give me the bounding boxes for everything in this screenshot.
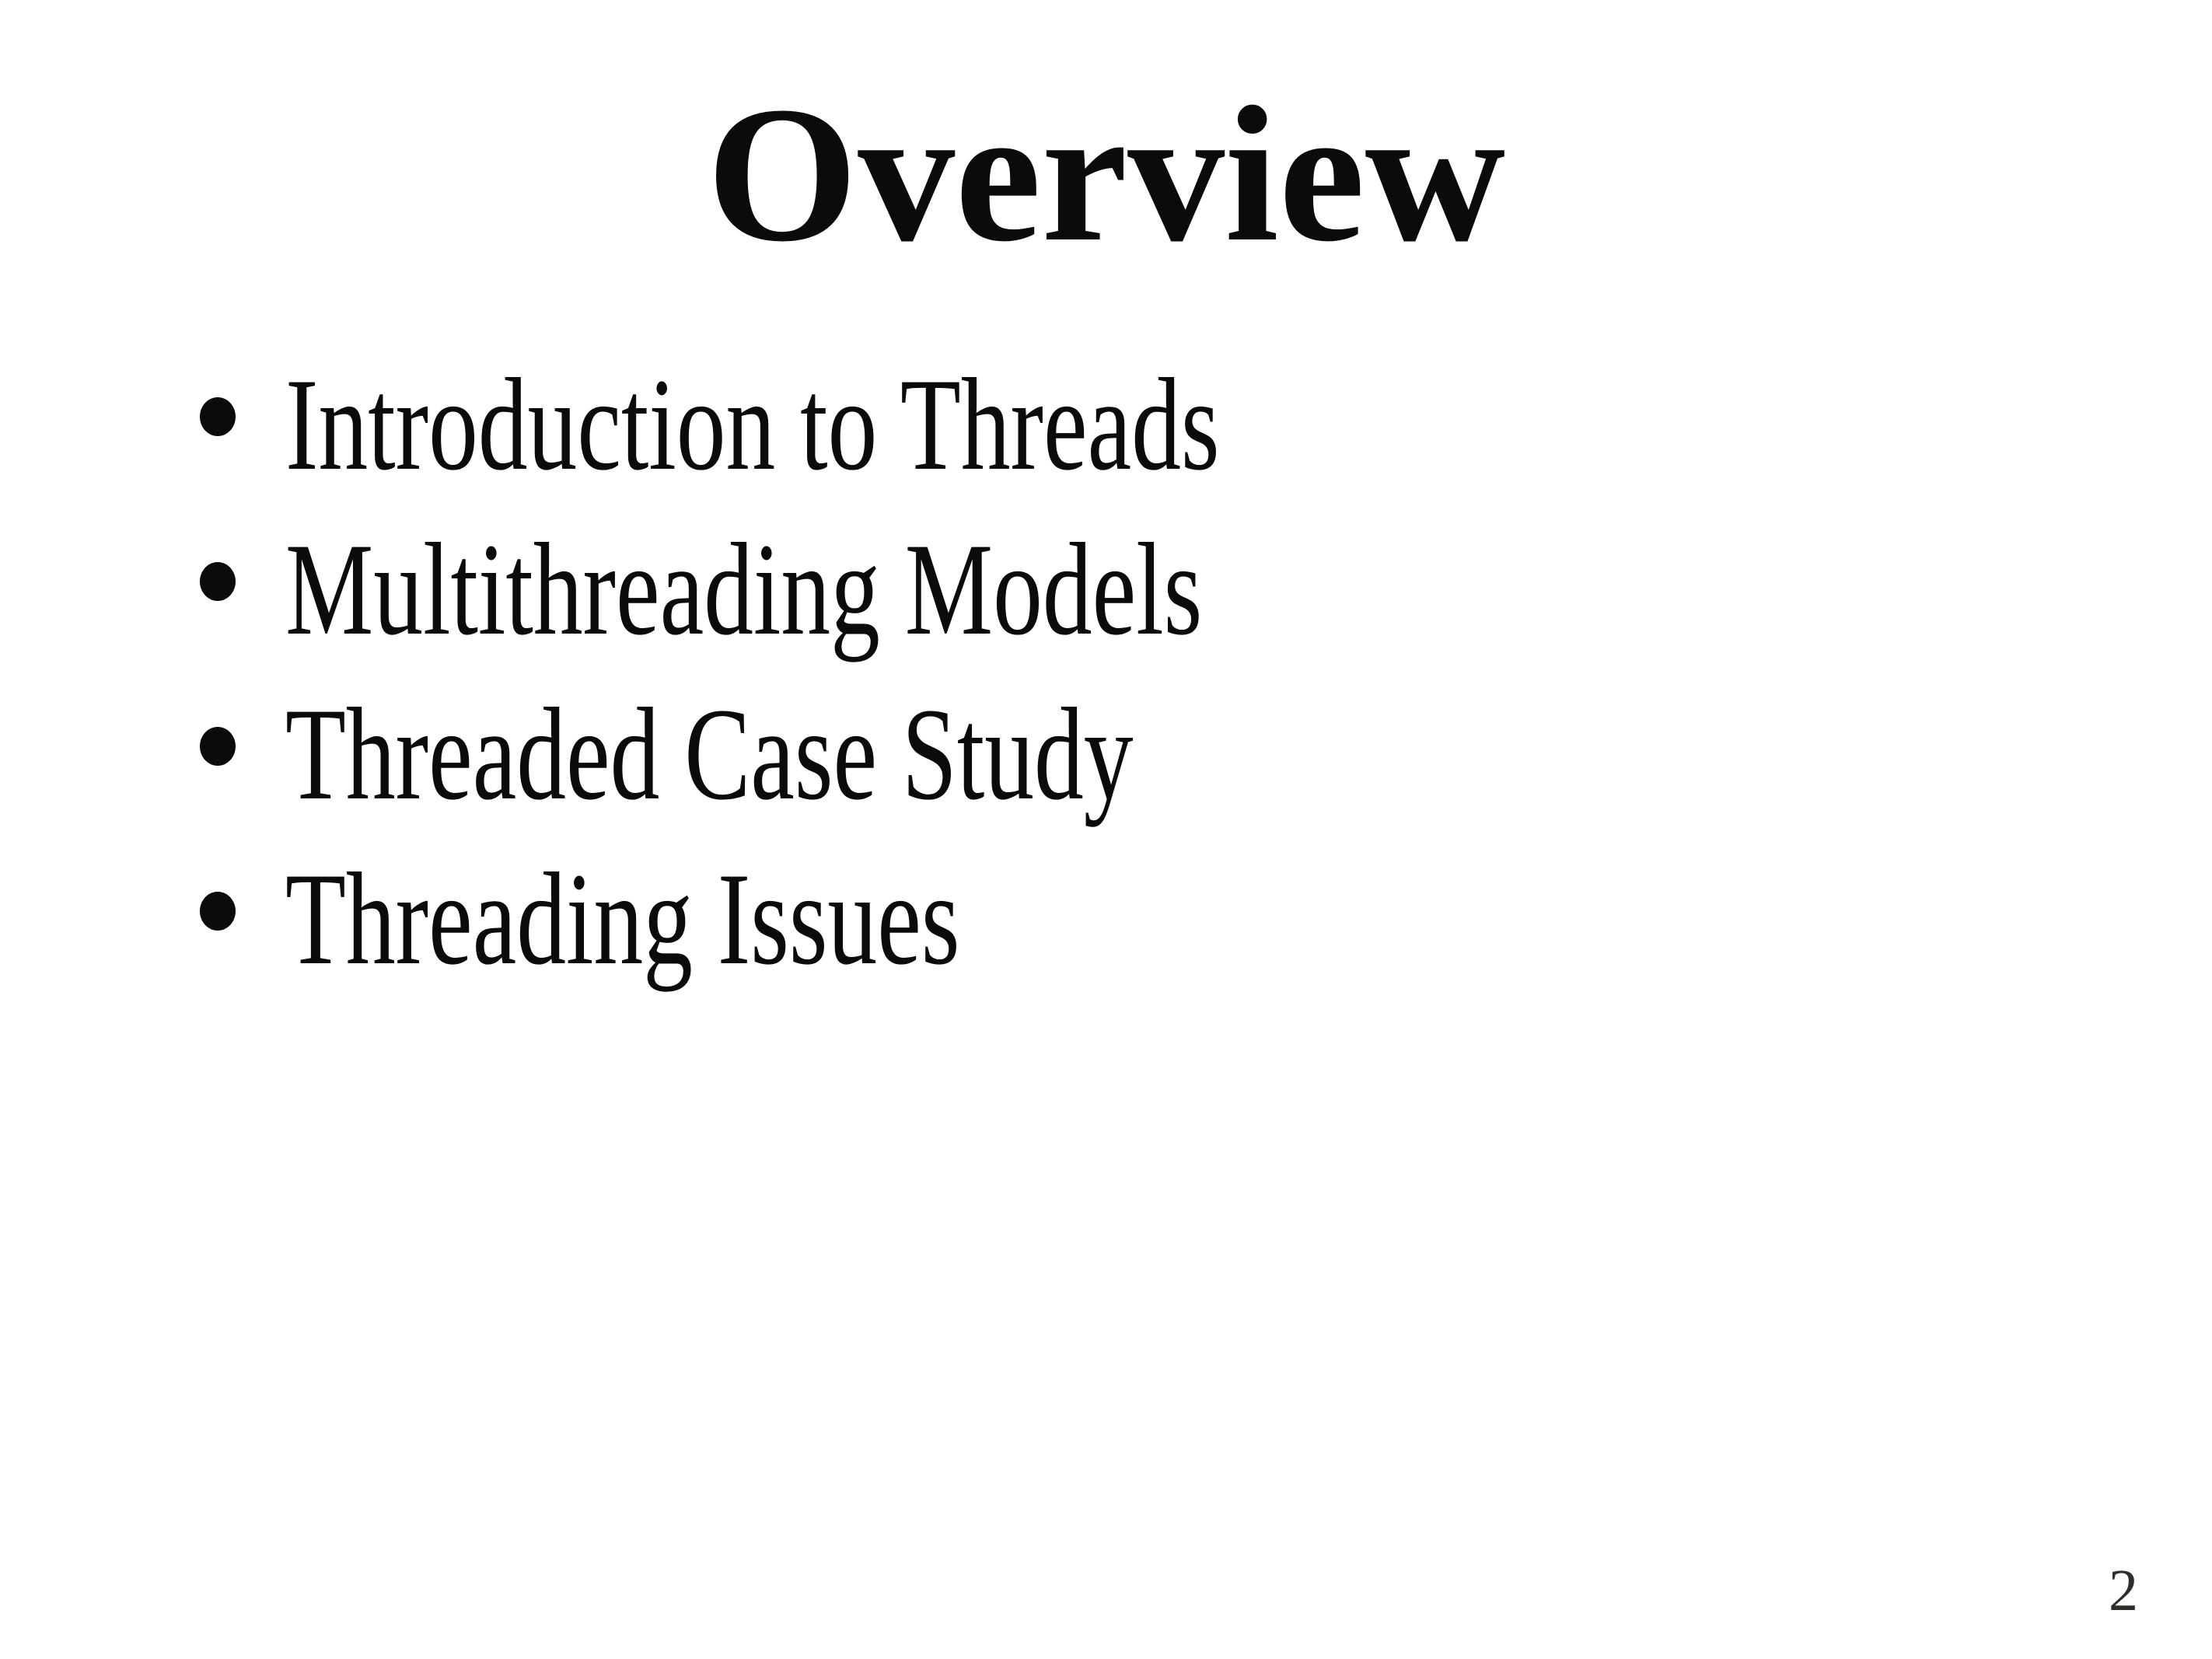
bullet-item: [0, 507, 2212, 672]
bullet-item: [0, 342, 2212, 507]
bullet-dot-icon: [200, 892, 236, 931]
slide-title: Overview: [706, 67, 1506, 282]
bullet-text: Threaded Case Study: [285, 681, 1134, 827]
bullet-item: [0, 836, 2212, 1001]
page-number: 2: [2109, 1558, 2138, 1623]
bullet-dot-icon: [200, 562, 236, 601]
bullet-list: [0, 342, 2212, 1001]
bullet-text: Threading Issues: [285, 846, 960, 992]
bullet-dot-icon: [200, 397, 236, 436]
bullet-text: Multithreading Models: [285, 516, 1203, 662]
bullet-dot-icon: [200, 727, 236, 766]
bullet-item: [0, 672, 2212, 836]
bullet-text: Introduction to Threads: [285, 351, 1220, 498]
